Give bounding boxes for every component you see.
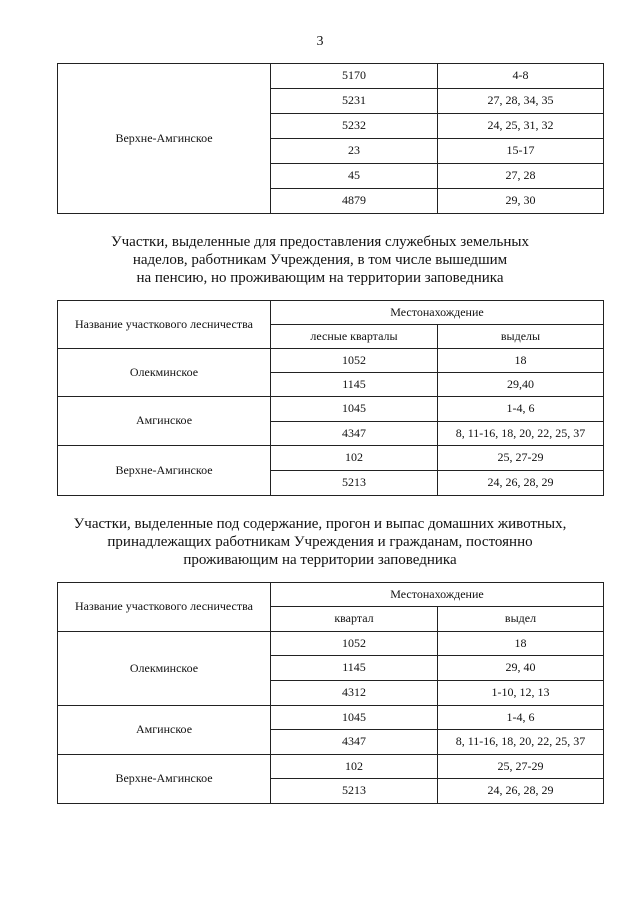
quarter-cell: 1052 — [271, 349, 438, 373]
quarter-cell: 23 — [271, 139, 438, 164]
plot-cell: 8, 11-16, 18, 20, 22, 25, 37 — [438, 422, 604, 446]
section-heading-livestock-plots — [0, 515, 640, 569]
column-header-district: Название участкового лесничества — [58, 301, 271, 349]
quarter-cell: 5213 — [271, 471, 438, 496]
heading-line: Участки, выделенные под содержание, прогон и выпас домашних животных, — [73, 516, 567, 532]
plot-cell: 1-10, 12, 13 — [438, 681, 604, 706]
district-name: Верхне-Амгинское — [58, 446, 271, 496]
quarter-cell: 4347 — [271, 422, 438, 446]
district-name: Амгинское — [58, 706, 271, 755]
table-row — [58, 632, 604, 656]
table-row — [58, 755, 604, 779]
column-header-quarters: лесные кварталы — [271, 325, 438, 349]
plot-cell: 25, 27-29 — [438, 446, 604, 471]
heading-line: принадлежащих работникам Учреждения и гражданам, постоянно — [107, 534, 533, 550]
quarter-cell: 5170 — [271, 64, 438, 89]
plot-cell: 27, 28, 34, 35 — [438, 89, 604, 114]
column-header-district: Название участкового лесничества — [58, 583, 271, 632]
table-row — [58, 446, 604, 471]
table-row — [58, 706, 604, 730]
table-continuation — [57, 63, 604, 214]
table-header-row — [58, 301, 604, 325]
plot-cell: 24, 25, 31, 32 — [438, 114, 604, 139]
table-row — [58, 397, 604, 422]
quarter-cell: 1045 — [271, 706, 438, 730]
table-row — [58, 349, 604, 373]
quarter-cell: 4312 — [271, 681, 438, 706]
district-name: Олекминское — [58, 632, 271, 706]
plot-cell: 8, 11-16, 18, 20, 22, 25, 37 — [438, 730, 604, 755]
plot-cell: 29, 40 — [438, 656, 604, 681]
quarter-cell: 102 — [271, 446, 438, 471]
plot-cell: 29,40 — [438, 373, 604, 397]
column-header-plots: выделы — [438, 325, 604, 349]
table-header-row — [58, 583, 604, 607]
quarter-cell: 45 — [271, 164, 438, 189]
quarter-cell: 4347 — [271, 730, 438, 755]
district-name: Верхне-Амгинское — [58, 64, 271, 214]
quarter-cell: 102 — [271, 755, 438, 779]
quarter-cell: 1045 — [271, 397, 438, 422]
heading-line: проживающим на территории заповедника — [183, 552, 457, 568]
column-header-location: Местонахождение — [271, 583, 604, 607]
table-livestock-plots — [57, 582, 604, 804]
quarter-cell: 4879 — [271, 189, 438, 214]
quarter-cell: 5213 — [271, 779, 438, 804]
quarter-cell: 1052 — [271, 632, 438, 656]
plot-cell: 24, 26, 28, 29 — [438, 471, 604, 496]
district-name: Верхне-Амгинское — [58, 755, 271, 804]
heading-line: Участки, выделенные для предоставления служебных земельных — [111, 234, 529, 250]
quarter-cell: 1145 — [271, 373, 438, 397]
quarter-cell: 5232 — [271, 114, 438, 139]
table-row — [58, 64, 604, 89]
section-heading-service-plots — [0, 233, 640, 287]
plot-cell: 18 — [438, 349, 604, 373]
plot-cell: 1-4, 6 — [438, 706, 604, 730]
plot-cell: 15-17 — [438, 139, 604, 164]
heading-line: наделов, работникам Учреждения, в том числе вышедшим — [132, 252, 508, 268]
plot-cell: 24, 26, 28, 29 — [438, 779, 604, 804]
district-name: Амгинское — [58, 397, 271, 446]
column-header-location: Местонахождение — [271, 301, 604, 325]
plot-cell: 29, 30 — [438, 189, 604, 214]
table-service-plots — [57, 300, 604, 496]
plot-cell: 25, 27-29 — [438, 755, 604, 779]
district-name: Олекминское — [58, 349, 271, 397]
quarter-cell: 5231 — [271, 89, 438, 114]
column-header-plot: выдел — [438, 607, 604, 632]
quarter-cell: 1145 — [271, 656, 438, 681]
heading-line: на пенсию, но проживающим на территории заповедника — [136, 270, 504, 286]
column-header-quarter: квартал — [271, 607, 438, 632]
page-number: 3 — [316, 34, 324, 49]
plot-cell: 4-8 — [438, 64, 604, 89]
plot-cell: 18 — [438, 632, 604, 656]
plot-cell: 27, 28 — [438, 164, 604, 189]
plot-cell: 1-4, 6 — [438, 397, 604, 422]
